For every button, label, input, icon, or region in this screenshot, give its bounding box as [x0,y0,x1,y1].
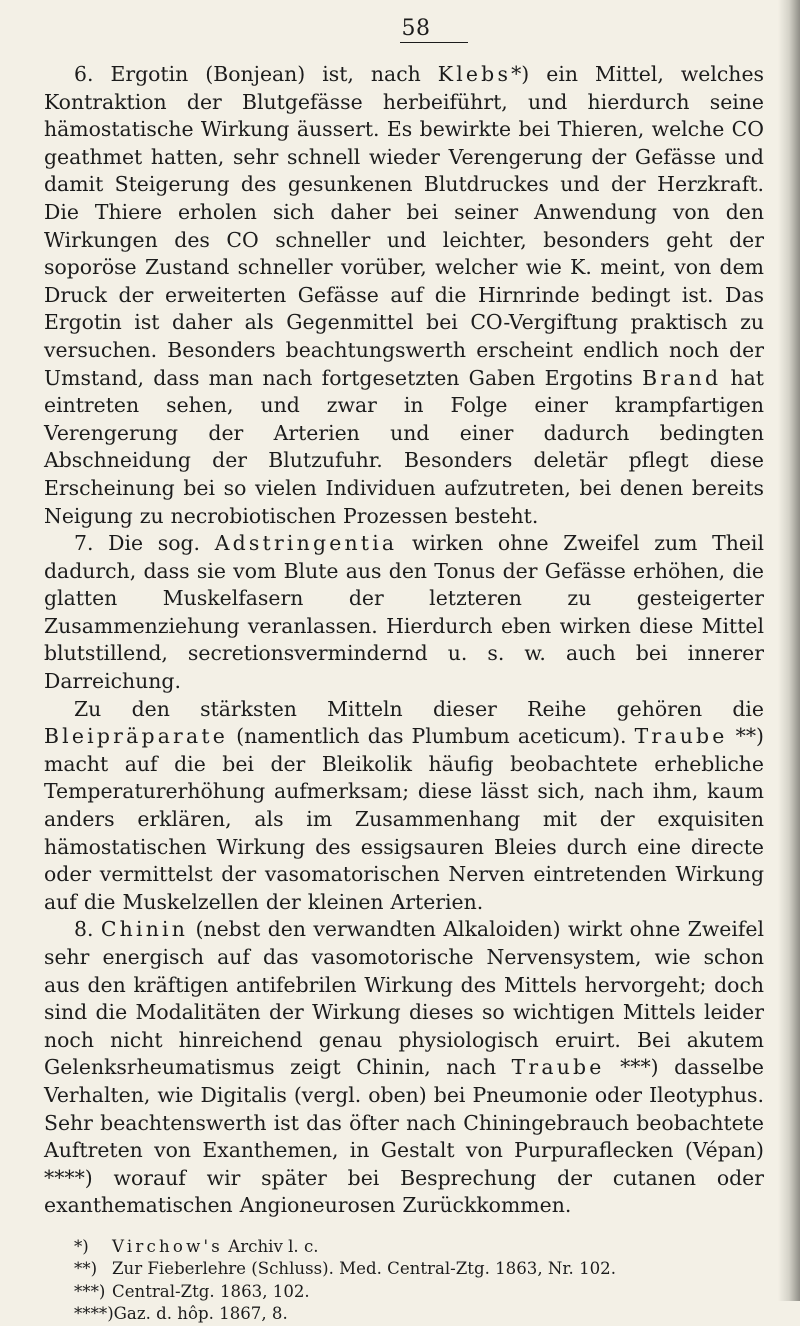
text-run: wirken ohne Zweifel zum Theil dadurch, dass sie vom Blute aus den Tonus der Gefässe erhöhen, die glatten Muskelfasern der letzteren zu gesteigerter Zusammenziehung veranlassen. Hierdurch eben wirken diese Mittel blutstillend, secretionsvermindernd u. s. w. auch bei innerer Darreichung. [44,531,764,694]
paragraph-p8 [44,916,764,1220]
text-run: 8. [74,917,101,942]
paragraph-p7 [44,530,764,696]
spaced-name: Brand [642,365,722,390]
paragraph-p7b [44,696,764,917]
spaced-name: Klebs [437,62,512,86]
text-run: 6. Ergotin (Bonjean) ist, nach [74,62,438,86]
text-run: 7. Die sog. [74,531,215,556]
text-run: **) macht auf die bei der Bleikolik häufig beobachtete erhebliche Temperaturerhöhung aufmerksam; diese lässt sich, nach ihm, kaum anders erklären, als im Zusammenhang mit der exquisiten hämostatischen Wirkung des essigsauren Bleies durch eine directe oder vermittelst der vasomatorischen Nerven eintretenden Wirkung auf die Muskelzellen der kleinen Arterien. [44,724,764,914]
text-run: hat eintreten sehen, und zwar in Folge einer krampfartigen Verengerung der Arterien und einer dadurch bedingten Abschneidung der Blutzufuhr. Besonders deletär pflegt diese Erscheinung bei so vielen Individuen aufzutreten, bei denen bereits Neigung zu necrobiotischen Prozessen besteht. [44,365,764,528]
spaced-name: Adstringentia [214,531,398,556]
footnotes [44,1236,764,1326]
header-rule [400,42,468,43]
footnote [44,1236,764,1258]
spaced-name: Bleipräparate [44,724,229,749]
text-run: Gaz. d. hôp. 1867, 8. [113,1304,288,1324]
footnote-mark: **) [74,1259,98,1279]
text-run: ***) dasselbe Verhalten, wie Digitalis (vergl. oben) bei Pneumonie oder Ileotyphus. Sehr beachtenswerth ist das öfter nach Chiningebrauch beobachtete Auftreten von Exanthemen, in Gestalt von Purpuraflecken (Vépan) ****) worauf wir später bei Besprechung der cutanen oder exanthematischen Angioneurosen Zurückkommen. [44,1055,765,1218]
footnote-mark: *) [74,1236,89,1256]
page-edge-shadow [778,0,800,1301]
paragraph-p6 [44,61,764,530]
spaced-name: Traube [634,724,728,749]
text-run: (namentlich das Plumbum aceticum). [228,724,635,749]
footnote [44,1281,764,1303]
spaced-name: Virchow's [112,1236,223,1256]
text-run: Central-Ztg. 1863, 102. [112,1281,310,1301]
footnote [44,1258,764,1280]
footnote-mark: ****) [74,1304,114,1324]
page-number: 58 [401,16,431,41]
spaced-name: Chinin [100,917,189,942]
text-run: Zur Fieberlehre (Schluss). Med. Central-Ztg. 1863, Nr. 102. [112,1259,617,1279]
spaced-name: Traube [511,1055,605,1080]
footnote-mark: ***) [74,1281,106,1301]
text-run: *) ein Mittel, welches Kontraktion der Blutgefässe herbeiführt, und hierdurch seine hämostatische Wirkung äussert. Es bewirkte bei Thieren, welche CO geathmet hatten, sehr schnell wieder Verengerung der Gefässe und damit Steigerung des gesunkenen Blutdruckes und der Herzkraft. Die Thiere erholen sich daher bei seiner Anwendung von den Wirkungen des CO schneller und leichter, besonders geht der soporöse Zustand schneller vorüber, welcher wie K. meint, von dem Druck der erweiterten Gefässe auf die Hirnrinde bedingt ist. Das Ergotin ist daher als Gegenmittel bei CO-Vergiftung praktisch zu versuchen. Besonders beachtungswerth erscheint endlich noch der Umstand, dass man nach fortgesetzten Gaben Ergotins [44,62,764,390]
text-run: Zu den stärksten Mitteln dieser Reihe gehören die [74,696,764,721]
text-run: Archiv l. c. [222,1236,319,1256]
text-run: (nebst den verwandten Alkaloiden) wirkt ohne Zweifel sehr energisch auf das vasomotorische Nervensystem, wie schon aus den kräftigen antifebrilen Wirkung des Mittels hervorgeht; doch sind die Modalitäten der Wirkung dieses so wichtigen Mittels leider noch nicht hinreichend genau physiologisch eruirt. Bei akutem Gelenksrheumatismus zeigt Chinin, nach [44,917,765,1080]
body-text [44,61,764,1220]
footnote [44,1303,764,1325]
